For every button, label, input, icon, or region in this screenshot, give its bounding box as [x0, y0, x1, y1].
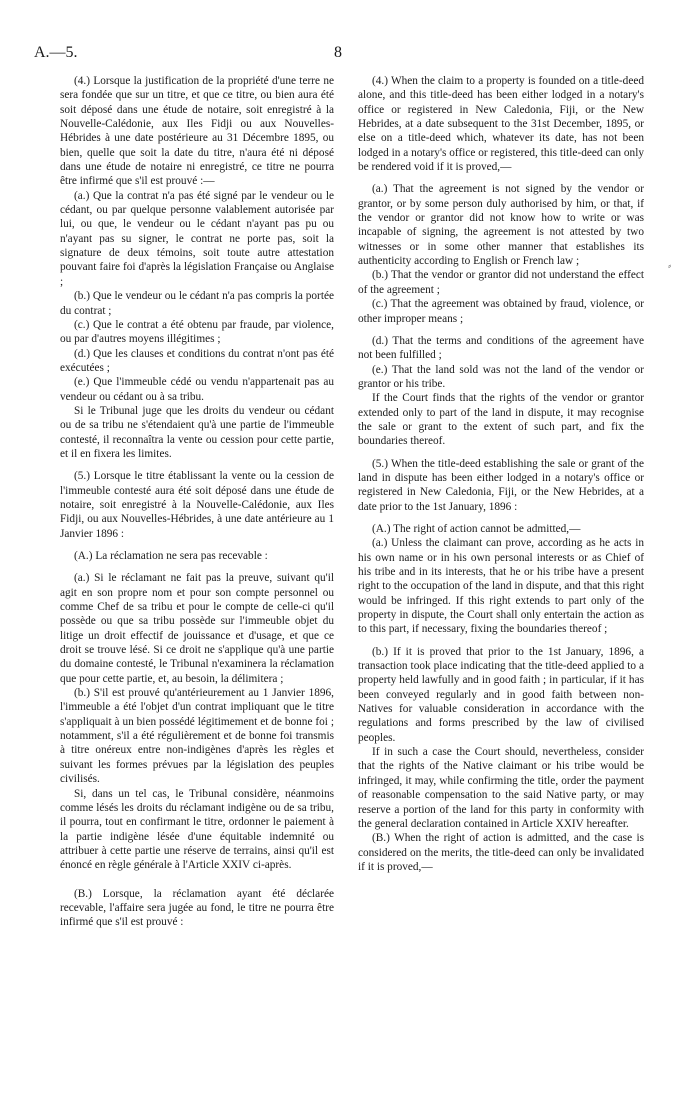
paragraph-4: (4.) When the claim to a property is founded on a title-deed alone, and this title-deed has been either lodged in a notary's office or registered in New Caledonia, Fiji, or the New Hebrides, at a date subsequent to the 31st December, 1895, or else on a title-deed which, whatever its date, has not been lodged in a notary's office or registered, this title-deed can only be rendered void if it is proved,—	[358, 75, 644, 174]
clause-5Ab: (b.) S'il est prouvé qu'antérieurement au 1 Janvier 1896, l'immeuble a été l'objet d'un contrat impliquant que le titre s'appliquait à un bien possédé légitimement et de bonne foi ; notamment, s'il a été régulièrement et de bonne foi transmis à titre onéreux entre non-indigènes d'après les règles et suivant les formes prévues par la législation des peuples civilisés.	[60, 687, 334, 786]
clause-4-proviso: Si le Tribunal juge que les droits du vendeur ou cédant ou de sa tribu ne s'étendaient qu'à une partie de l'immeuble contesté, il reconnaîtra la vente ou cession pour cette partie, et il en fixera les limites.	[60, 404, 334, 460]
clause-5A-proviso: Si, dans un tel cas, le Tribunal considère, néanmoins comme lésés les droits du réclamant indigène ou de sa tribu, il pourra, tout en confirmant le titre, ordonner le paiement à la partie indigène lésée d'une équitable indemnité ou attribuer à cette partie une réserve de terrains, ainsi qu'il est énoncé en règle générale à l'Article XXIV ci-après.	[60, 787, 334, 872]
document-reference: A.—5.	[34, 44, 78, 61]
clause-4a: (a.) Que la contrat n'a pas été signé par le vendeur ou le cédant, ou par quelque personne valablement autorisée par lui, ou que, le vendeur ou le cédant n'ayant pas pu ou n'ayant pas su signer, le contrat ne porte pas, soit la signature de deux témoins, soit toute autre attestation pouvant faire foi d'après la législation Française ou Anglaise ;	[60, 189, 334, 288]
clause-5A-proviso: If in such a case the Court should, nevertheless, consider that the rights of the Native claimant or his tribe would be infringed, it may, while confirming the title, order the payment of reasonable compensation to the said Native party, or may reserve a portion of the land for this party in conformity with the general declaration contained in Article XXIV hereafter.	[358, 746, 644, 830]
clause-5A: (A.) The right of action cannot be admitted,—	[372, 522, 581, 535]
french-column	[60, 74, 334, 930]
clause-4-proviso: If the Court finds that the rights of the vendor or grantor extended only to part of the land in dispute, it may recognise the sale or grant to the extent of such part, and fix the boundaries thereof.	[358, 392, 644, 448]
clause-5A: (A.) La réclamation ne sera pas recevable :	[74, 550, 268, 562]
clause-5Ab: (b.) If it is proved that prior to the 1st January, 1896, a transaction took place indicating that the title-deed applied to a property held lawfully and in good faith ; in particular, if it has been conveyed regularly and in good faith between non-Natives for valuable consideration in accordance with the regulations and forms prescribed by the law of civilised peoples.	[358, 645, 644, 744]
clause-4d: (d.) Que les clauses et conditions du contrat n'ont pas été exécutées ;	[60, 347, 334, 374]
clause-4b: (b.) Que le vendeur ou le cédant n'a pas compris la portée du contrat ;	[60, 290, 334, 317]
clause-5B: (B.) When the right of action is admitted, and the case is considered on the merits, the title-deed can only be invalidated if it is proved,—	[358, 832, 644, 873]
clause-5B: (B.) Lorsque, la réclamation ayant été déclarée recevable, l'affaire sera jugée au fond, le titre ne pourra être infirmé que s'il est prouvé :	[60, 887, 334, 929]
clause-4e: (e.) That the land sold was not the land of the vendor or grantor or his tribe.	[358, 363, 644, 390]
clause-4e: (e.) Que l'immeuble cédé ou vendu n'appartenait pas au vendeur ou cédant ou à sa tribu.	[60, 376, 334, 403]
paragraph-5: (5.) Lorsque le titre établissant la vente ou la cession de l'immeuble contesté aura été soit déposé dans une étude de notaire, soit enregistré à la Nouvelle-Calédonie, aux Iles Fidji, ou aux Nouvelles-Hébrides, à une date antérieure au 1 Janvier 1896 :	[60, 470, 334, 540]
english-column	[358, 74, 644, 874]
clause-4a: (a.) That the agreement is not signed by the vendor or grantor, or by some person duly authorised by him, or that, if the vendor or grantor did not know how to write or was incapable of signing, the agreement is not attested by two witnesses or in some other manner that establishes its authenticity according to English or French law ;	[358, 183, 644, 268]
clause-4d: (d.) That the terms and conditions of the agreement have not been fulfilled ;	[358, 334, 644, 362]
clause-5Aa: (a.) Unless the claimant can prove, according as he acts in his own name or in his own personal interests or as Chief of his tribe and in its interests, that he or his tribe have a present right to the occupation of the land in dispute, and that this right would be infringed. If this right extends to part only of the property in dispute, the Court shall only entertain the action as to this part, if necessary, fixing the boundaries thereof ;	[358, 537, 644, 636]
paragraph-4: (4.) Lorsque la justification de la propriété d'une terre ne sera fondée que sur un titre, et que ce titre, ou bien aura été soit déposé dans une étude de notaire, soit enregistré à la Nouvelle-Calédonie, aux Iles Fidji ou aux Nouvelles-Hébrides à une date postérieure au 31 Décembre 1895, ou bien, quelle que soit la date du titre, n'aura été ni déposé dans une étude de notaire ni enregistré, ce titre ne pourra être infirmé que s'il est prouvé :—	[60, 75, 334, 188]
margin-mark: ⸗	[668, 261, 672, 272]
clause-4b: (b.) That the vendor or grantor did not understand the effect of the agreement ;	[358, 269, 644, 296]
clause-4c: (c.) Que le contrat a été obtenu par fraude, par violence, ou par d'autres moyens illégitimes ;	[60, 318, 334, 346]
paragraph-5: (5.) When the title-deed establishing the sale or grant of the land in dispute has been either lodged in a notary's office or registered in New Caledonia, Fiji, or the New Hebrides, at a date prior to the 1st January, 1896 :	[358, 457, 644, 513]
page-number: 8	[334, 44, 342, 61]
clause-4c: (c.) That the agreement was obtained by fraud, violence, or other improper means ;	[358, 298, 644, 325]
clause-5Aa: (a.) Si le réclamant ne fait pas la preuve, suivant qu'il agit en son propre nom et pour son compte personnel ou comme Chef de sa tribu et pour le compte de celle-ci qu'il possède ou que sa tribu possède sur l'immeuble objet du litige un droit effectif de jouissance et d'usage, et que ce droit se trouve lésé. Si ce droit ne s'applique qu'à une partie du domaine contesté, le Tribunal n'examinera la réclamation que pour cette partie, et, au besoin, la délimitera ;	[60, 572, 334, 685]
